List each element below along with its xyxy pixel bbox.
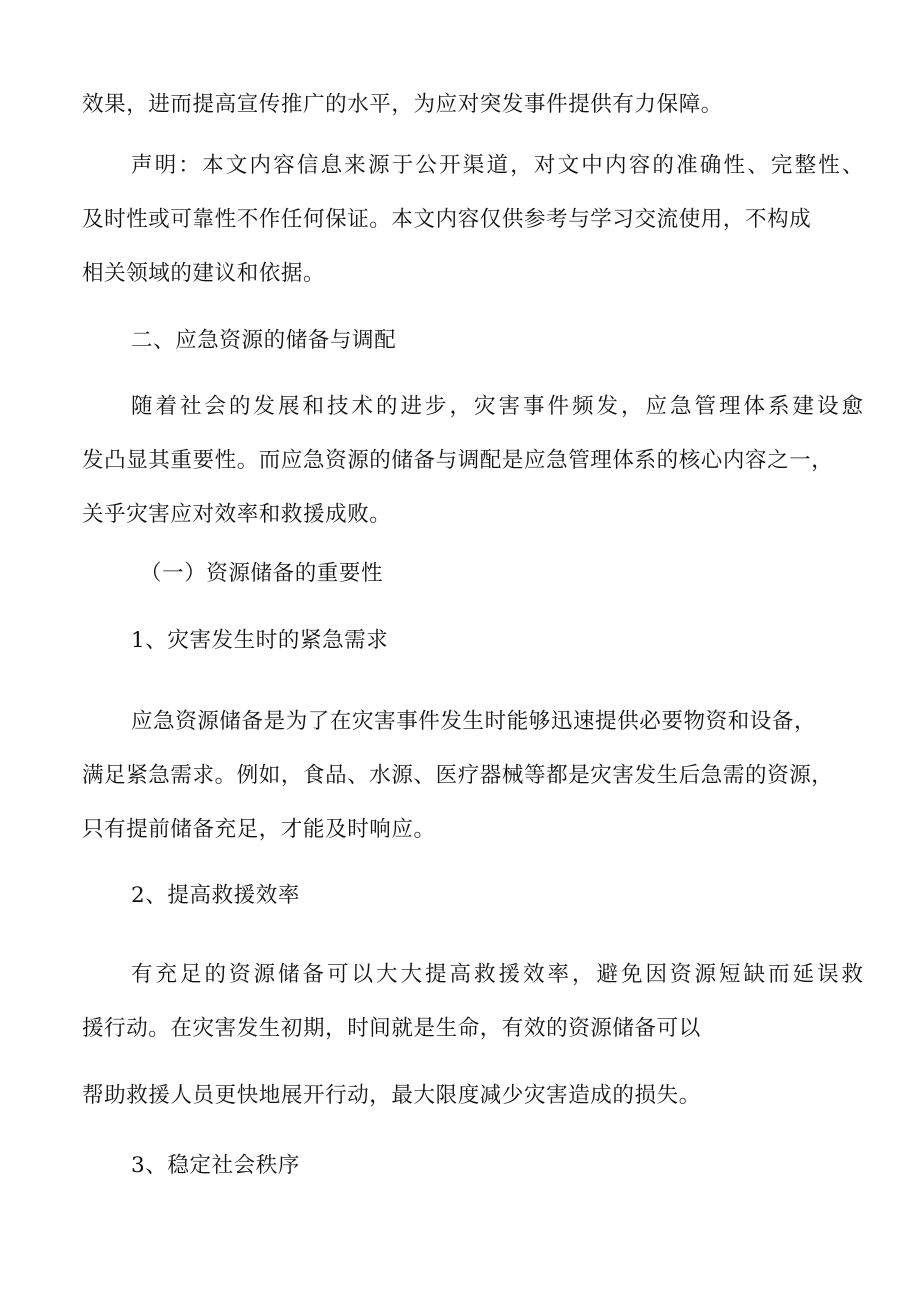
paragraph-line: 援行动。在灾害发生初期，时间就是生命，有效的资源储备可以 [82, 1016, 701, 1041]
item-heading: 1、灾害发生时的紧急需求 [131, 628, 389, 653]
item-heading: 3、稳定社会秩序 [131, 1153, 300, 1178]
subsection-heading: （一）资源储备的重要性 [140, 561, 384, 586]
paragraph-line: 发凸显其重要性。而应急资源的储备与调配是应急管理体系的核心内容之一， [82, 448, 834, 473]
paragraph-line: 帮助救援人员更快地展开行动，最大限度减少灾害造成的损失。 [82, 1083, 701, 1108]
disclaimer-line: 相关领域的建议和依据。 [82, 261, 326, 286]
paragraph-line: 效果，进而提高宣传推广的水平，为应对突发事件提供有力保障。 [82, 92, 723, 117]
section-heading: 二、应急资源的储备与调配 [131, 328, 397, 353]
paragraph-line: 有充足的资源储备可以大大提高救援效率，避免因资源短缺而延误救 [131, 962, 867, 987]
paragraph-line: 应急资源储备是为了在灾害事件发生时能够迅速提供必要物资和设备， [131, 709, 817, 734]
disclaimer-line: 声明：本文内容信息来源于公开渠道，对文中内容的准确性、完整性、 [131, 153, 866, 178]
paragraph-line: 满足紧急需求。例如，食品、水源、医疗器械等都是灾害发生后急需的资源， [82, 763, 834, 788]
disclaimer-line: 及时性或可靠性不作任何保证。本文内容仅供参考与学习交流使用，不构成 [82, 207, 812, 232]
paragraph-line: 关乎灾害应对效率和救援成败。 [82, 502, 392, 527]
item-heading: 2、提高救援效率 [131, 883, 300, 908]
paragraph-line: 随着社会的发展和技术的进步，灾害事件频发，应急管理体系建设愈 [131, 394, 867, 419]
paragraph-line: 只有提前储备充足，才能及时响应。 [82, 817, 436, 842]
